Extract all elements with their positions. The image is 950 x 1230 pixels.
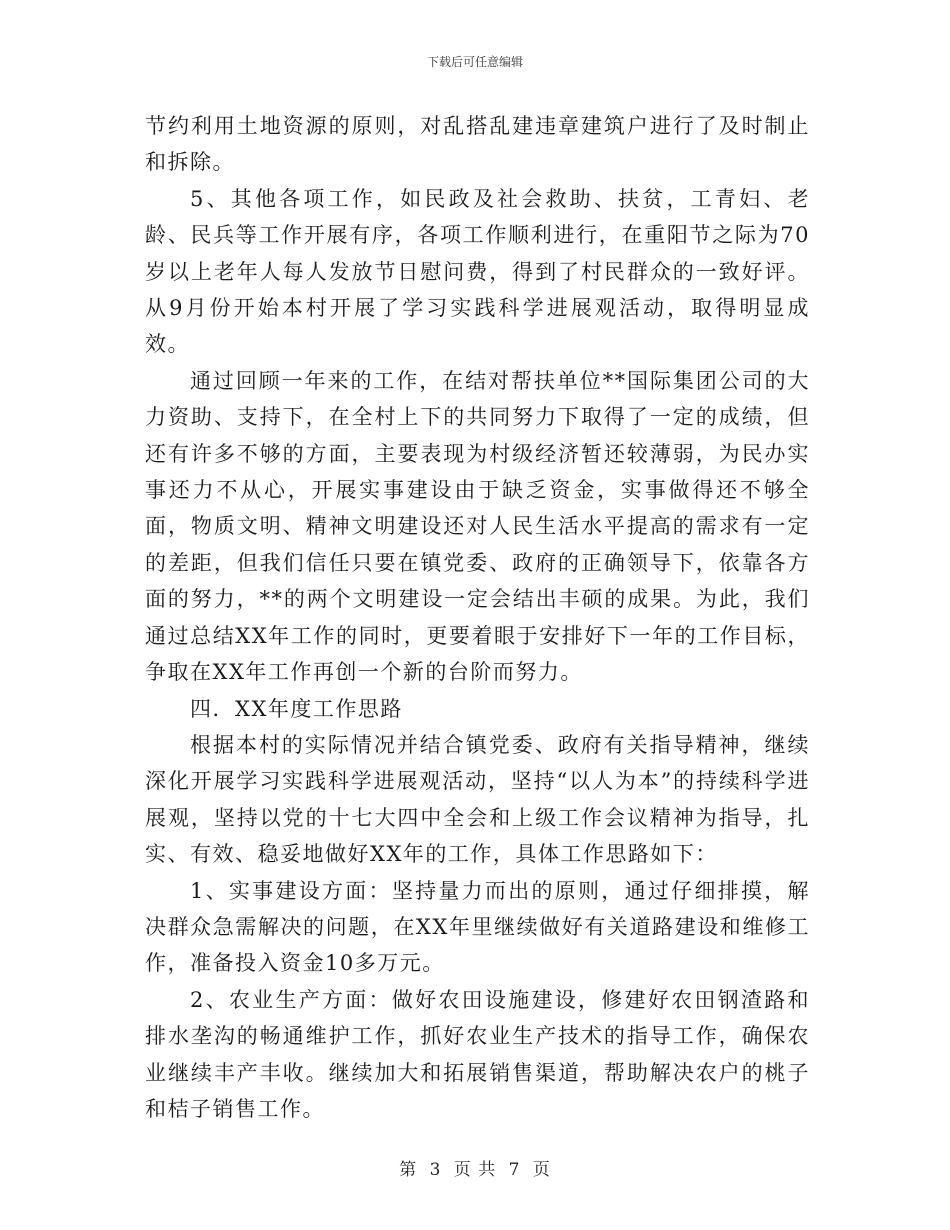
footer-prefix: 第 xyxy=(399,1160,418,1180)
page-header: 下载后可任意编辑 xyxy=(426,55,523,69)
section-heading: 四．XX年度工作思路 xyxy=(190,696,403,721)
document-body xyxy=(145,108,810,1127)
paragraph-2: 5、其他各项工作，如民政及社会救助、扶贫，工青妇、老龄、民兵等工作开展有序，各项工作顺利进行，在重阳节之际为70岁以上老年人每人发放节日慰问费，得到了村民群众的一致好评。从9月份开始本村开展了学习实践科学进展观活动，取得明显成效。 xyxy=(145,186,810,357)
paragraph-3: 通过回顾一年来的工作，在结对帮扶单位**国际集团公司的大力资助、支持下，在全村上下的共同努力下取得了一定的成绩，但还有许多不够的方面，主要表现为村级经济暂还较薄弱，为民办实事还力不从心，开展实事建设由于缺乏资金，实事做得还不够全面，物质文明、精神文明建设还对人民生活水平提高的需求有一定的差距，但我们信任只要在镇党委、政府的正确领导下，依靠各方面的努力，**的两个文明建设一定会结出丰硕的成果。为此，我们通过总结XX年工作的同时，更要着眼于安排好下一年的工作目标，争取在XX年工作再创一个新的台阶而努力。 xyxy=(145,368,810,685)
footer-suffix: 页 xyxy=(532,1160,551,1180)
footer-middle: 页 共 xyxy=(453,1160,497,1180)
paragraph-5: 1、实事建设方面：坚持量力而出的原则，通过仔细排摸，解决群众急需解决的问题，在XX年里继续做好有关道路建设和维修工作，准备投入资金10多万元。 xyxy=(145,878,810,976)
paragraph-4: 根据本村的实际情况并结合镇党委、政府有关指导精神，继续深化开展学习实践科学进展观活动，坚持“以人为本”的持续科学进展观，坚持以党的十七大四中全会和上级工作会议精神为指导，扎实、有效、稳妥地做好XX年的工作，具体工作思路如下： xyxy=(145,732,810,867)
page-footer xyxy=(0,1155,950,1180)
page-number: 3 xyxy=(429,1160,442,1180)
total-pages: 7 xyxy=(508,1160,521,1180)
paragraph-6: 2、农业生产方面：做好农田设施建设，修建好农田钢渣路和排水垄沟的畅通维护工作，抓好农业生产技术的指导工作，确保农业继续丰产丰收。继续加大和拓展销售渠道，帮助解决农户的桃子和桔子销售工作。 xyxy=(145,987,810,1121)
paragraph-1: 节约利用土地资源的原则，对乱搭乱建违章建筑户进行了及时制止和拆除。 xyxy=(145,114,810,175)
